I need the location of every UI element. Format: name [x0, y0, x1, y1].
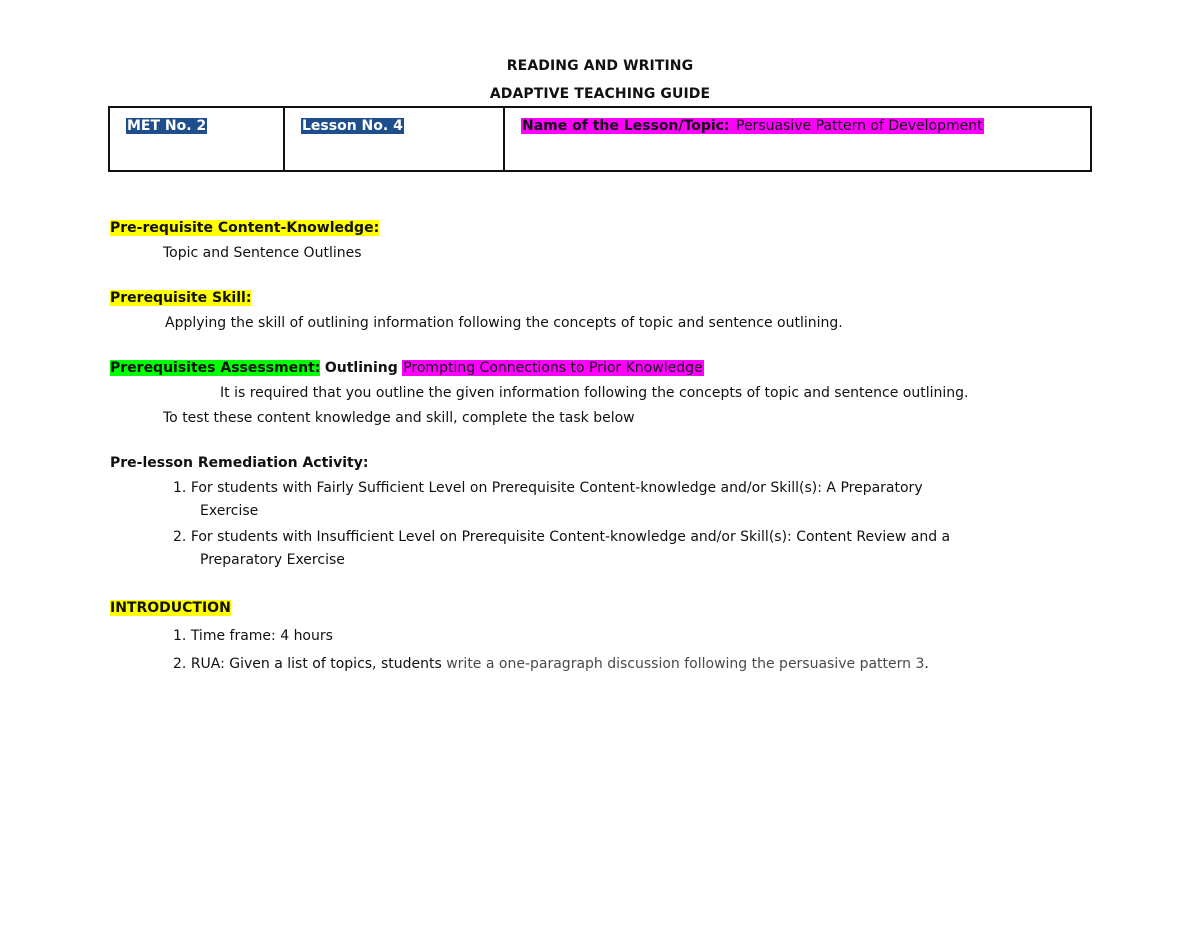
assessment-type: Outlining	[324, 360, 398, 376]
introduction-heading: INTRODUCTION	[110, 600, 231, 616]
topic-cell	[504, 107, 1091, 171]
introduction-item-2: 2. RUA: Given a list of topics, students write a one-paragraph discussion following the persuasive pattern 3.	[173, 656, 929, 672]
topic-value: Persuasive Pattern of Development	[731, 118, 984, 134]
remediation-heading: Pre-lesson Remediation Activity:	[110, 455, 369, 471]
met-cell	[109, 107, 284, 171]
introduction-item-1: 1. Time frame: 4 hours	[173, 628, 333, 644]
prereq-assessment-heading	[110, 360, 704, 376]
prereq-skill-heading: Prerequisite Skill:	[110, 290, 252, 306]
remediation-item-1: 1. For students with Fairly Sufficient Level on Prerequisite Content-knowledge and/or Skill(s): A Preparatory	[173, 480, 923, 496]
assessment-prompt: Prompting Connections to Prior Knowledge	[403, 360, 703, 376]
prereq-content-text: Topic and Sentence Outlines	[163, 245, 362, 261]
prereq-content-heading: Pre-requisite Content-Knowledge:	[110, 220, 380, 236]
prereq-skill-text: Applying the skill of outlining information following the concepts of topic and sentence outlining.	[165, 315, 843, 331]
lesson-info-table	[108, 106, 1092, 172]
met-number: MET No. 2	[127, 118, 207, 134]
remediation-item-2-cont: Preparatory Exercise	[200, 552, 345, 568]
lesson-number: Lesson No. 4	[302, 118, 403, 134]
subject-title: READING AND WRITING	[506, 58, 694, 74]
lesson-cell	[284, 107, 504, 171]
remediation-item-2: 2. For students with Insufficient Level on Prerequisite Content-knowledge and/or Skill(s): Content Review and a	[173, 529, 951, 545]
assessment-text-2: To test these content knowledge and skill, complete the task below	[163, 410, 635, 426]
guide-title: ADAPTIVE TEACHING GUIDE	[489, 86, 711, 102]
assessment-label: Prerequisites Assessment:	[110, 360, 321, 376]
topic-label: Name of the Lesson/Topic:	[522, 118, 730, 134]
assessment-text-1: It is required that you outline the given information following the concepts of topic and sentence outlining.	[220, 385, 969, 401]
remediation-item-1-cont: Exercise	[200, 503, 259, 519]
